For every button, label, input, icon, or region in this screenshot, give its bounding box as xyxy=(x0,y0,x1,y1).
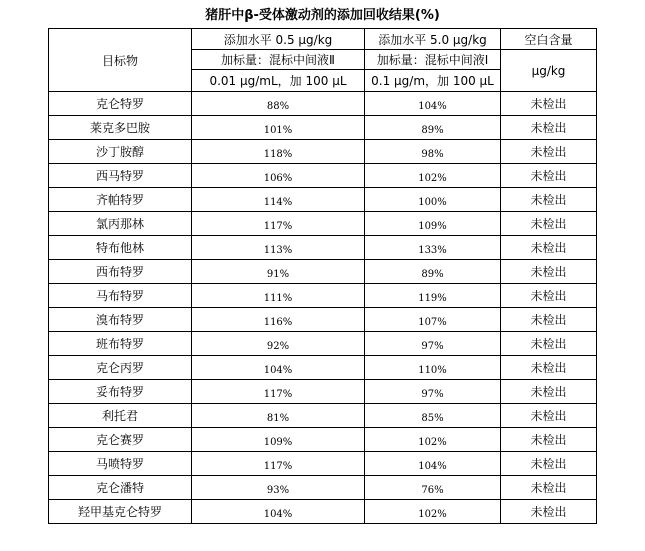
header-level2-amount: 0.1 μg/m，加 100 μL xyxy=(365,70,501,92)
recovery-level2-cell: 97% xyxy=(365,332,501,356)
recovery-level1-cell: 109% xyxy=(192,428,365,452)
blank-content-cell: 未检出 xyxy=(501,452,597,476)
table-row xyxy=(49,188,597,212)
header-blank-unit: μg/kg xyxy=(501,50,597,92)
recovery-level1-cell: 118% xyxy=(192,140,365,164)
blank-content-cell: 未检出 xyxy=(501,428,597,452)
compound-name-cell: 克仑丙罗 xyxy=(49,356,192,380)
blank-content-cell: 未检出 xyxy=(501,308,597,332)
recovery-level1-cell: 117% xyxy=(192,380,365,404)
recovery-level1-cell: 117% xyxy=(192,452,365,476)
blank-content-cell: 未检出 xyxy=(501,164,597,188)
recovery-level2-cell: 104% xyxy=(365,92,501,116)
recovery-level1-cell: 81% xyxy=(192,404,365,428)
recovery-level2-cell: 89% xyxy=(365,260,501,284)
table-row xyxy=(49,404,597,428)
recovery-level2-cell: 102% xyxy=(365,164,501,188)
table-row xyxy=(49,140,597,164)
blank-content-cell: 未检出 xyxy=(501,404,597,428)
compound-name-cell: 溴布特罗 xyxy=(49,308,192,332)
recovery-level2-cell: 107% xyxy=(365,308,501,332)
compound-name-cell: 西马特罗 xyxy=(49,164,192,188)
recovery-level2-cell: 100% xyxy=(365,188,501,212)
blank-content-cell: 未检出 xyxy=(501,212,597,236)
blank-content-cell: 未检出 xyxy=(501,236,597,260)
recovery-level1-cell: 106% xyxy=(192,164,365,188)
table-row xyxy=(49,164,597,188)
table-row xyxy=(49,236,597,260)
blank-content-cell: 未检出 xyxy=(501,140,597,164)
recovery-level1-cell: 92% xyxy=(192,332,365,356)
blank-content-cell: 未检出 xyxy=(501,356,597,380)
header-level1-spike: 加标量：混标中间液Ⅱ xyxy=(192,50,365,70)
compound-name-cell: 西布特罗 xyxy=(49,260,192,284)
table-title: 猪肝中β-受体激动剂的添加回收结果(%) xyxy=(205,8,440,23)
blank-content-cell: 未检出 xyxy=(501,332,597,356)
compound-name-cell: 马喷特罗 xyxy=(49,452,192,476)
compound-name-cell: 莱克多巴胺 xyxy=(49,116,192,140)
compound-name-cell: 马布特罗 xyxy=(49,284,192,308)
compound-name-cell: 沙丁胺醇 xyxy=(49,140,192,164)
recovery-level1-cell: 101% xyxy=(192,116,365,140)
blank-content-cell: 未检出 xyxy=(501,188,597,212)
table-row xyxy=(49,332,597,356)
recovery-level1-cell: 111% xyxy=(192,284,365,308)
table-row xyxy=(49,260,597,284)
blank-content-cell: 未检出 xyxy=(501,476,597,500)
header-level2: 添加水平 5.0 μg/kg xyxy=(365,29,501,50)
recovery-level1-cell: 104% xyxy=(192,500,365,524)
recovery-level2-cell: 104% xyxy=(365,452,501,476)
recovery-level1-cell: 113% xyxy=(192,236,365,260)
compound-name-cell: 特布他林 xyxy=(49,236,192,260)
blank-content-cell: 未检出 xyxy=(501,380,597,404)
header-row xyxy=(49,29,597,50)
recovery-level2-cell: 119% xyxy=(365,284,501,308)
table-row xyxy=(49,452,597,476)
table-row xyxy=(49,428,597,452)
header-blank: 空白含量 xyxy=(501,29,597,50)
recovery-level2-cell: 76% xyxy=(365,476,501,500)
compound-name-cell: 克仑赛罗 xyxy=(49,428,192,452)
compound-name-cell: 氯丙那林 xyxy=(49,212,192,236)
recovery-level2-cell: 133% xyxy=(365,236,501,260)
recovery-level2-cell: 98% xyxy=(365,140,501,164)
table-row xyxy=(49,212,597,236)
recovery-level2-cell: 85% xyxy=(365,404,501,428)
recovery-level2-cell: 97% xyxy=(365,380,501,404)
blank-content-cell: 未检出 xyxy=(501,260,597,284)
recovery-level2-cell: 110% xyxy=(365,356,501,380)
compound-name-cell: 羟甲基克仑特罗 xyxy=(49,500,192,524)
recovery-level1-cell: 88% xyxy=(192,92,365,116)
table-row xyxy=(49,308,597,332)
header-level1-amount: 0.01 μg/mL，加 100 μL xyxy=(192,70,365,92)
compound-name-cell: 班布特罗 xyxy=(49,332,192,356)
table-row xyxy=(49,356,597,380)
compound-name-cell: 妥布特罗 xyxy=(49,380,192,404)
table-row xyxy=(49,92,597,116)
recovery-level2-cell: 109% xyxy=(365,212,501,236)
blank-content-cell: 未检出 xyxy=(501,116,597,140)
recovery-level2-cell: 102% xyxy=(365,500,501,524)
recovery-level2-cell: 89% xyxy=(365,116,501,140)
table-row xyxy=(49,116,597,140)
table-row xyxy=(49,284,597,308)
recovery-level1-cell: 117% xyxy=(192,212,365,236)
header-level2-spike: 加标量：混标中间液Ⅰ xyxy=(365,50,501,70)
blank-content-cell: 未检出 xyxy=(501,500,597,524)
recovery-level1-cell: 93% xyxy=(192,476,365,500)
compound-name-cell: 齐帕特罗 xyxy=(49,188,192,212)
table-row xyxy=(49,476,597,500)
recovery-level1-cell: 91% xyxy=(192,260,365,284)
recovery-level1-cell: 116% xyxy=(192,308,365,332)
recovery-level2-cell: 102% xyxy=(365,428,501,452)
compound-name-cell: 克仑特罗 xyxy=(49,92,192,116)
blank-content-cell: 未检出 xyxy=(501,92,597,116)
compound-name-cell: 克仑潘特 xyxy=(49,476,192,500)
header-level1: 添加水平 0.5 μg/kg xyxy=(192,29,365,50)
recovery-level1-cell: 104% xyxy=(192,356,365,380)
table-row xyxy=(49,380,597,404)
recovery-table xyxy=(48,28,597,524)
compound-name-cell: 利托君 xyxy=(49,404,192,428)
recovery-level1-cell: 114% xyxy=(192,188,365,212)
header-target: 目标物 xyxy=(49,29,192,92)
blank-content-cell: 未检出 xyxy=(501,284,597,308)
table-row xyxy=(49,500,597,524)
